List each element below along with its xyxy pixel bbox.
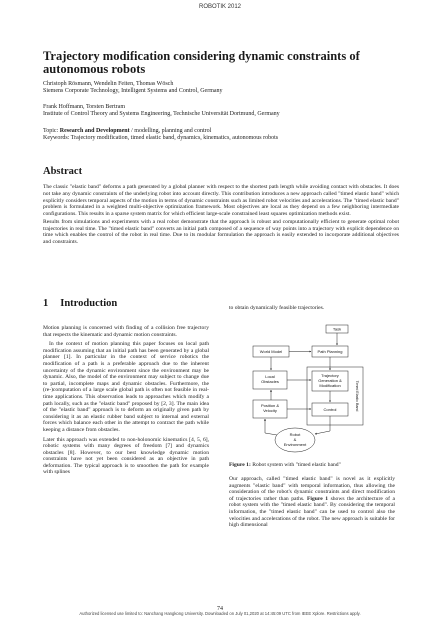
figure-caption <box>229 462 395 468</box>
caption-text: Robot system with "timed elastic band" <box>250 462 341 468</box>
figure-label-trajectory: Generation & <box>318 378 342 383</box>
abstract-heading: Abstract <box>43 166 83 177</box>
authors-line: Frank Hoffmann, Torsten Bertram <box>43 104 126 110</box>
figure-label-robot: Environment <box>283 442 307 447</box>
body-paragraph: Motion planning is concerned with finding of a collision free trajectory that respects the kinematic and dynamic motion constraints. <box>43 325 209 338</box>
figure-label-position: Velocity <box>263 408 277 413</box>
author-block-2 <box>43 104 403 118</box>
figure-label-position: Position & <box>260 403 280 408</box>
figure-1-diagram <box>243 315 383 455</box>
abstract-body <box>43 184 399 247</box>
body-text: shows the architecture of a robot system with the "timed elastic band". By considering the temporal information, the "timed elastic band" can be used to control also the velocities and accelerations of the robot. The new approach is suitable for high dimensional <box>229 495 395 529</box>
topic-bold: Research and Development <box>59 128 130 134</box>
figure-label-trajectory: Trajectory <box>321 373 339 378</box>
figure-label-control: Control <box>323 407 337 412</box>
paper-title: Trajectory modification considering dynamic constraints of autonomous robots <box>43 49 360 76</box>
figure-label-task: Task <box>332 326 342 332</box>
authors-line: Christoph Rösmann, Wendelin Feiten, Thomas Wösch <box>43 81 174 87</box>
figure-label-robot: Robot <box>289 432 301 437</box>
right-column <box>229 476 395 532</box>
topic-rest: / modelling, planning and control <box>129 128 212 134</box>
section-title: Introduction <box>60 298 118 309</box>
affiliation-line: Institute of Control Theory and Systems Engineering, Technische Universität Dortmund, Germany <box>43 111 280 118</box>
figure-label-world-model: World Model <box>259 349 283 354</box>
section-heading <box>43 298 117 309</box>
conference-header: ROBOTIK 2012 <box>198 4 242 10</box>
figure-label-teb: Timed Elastic Band <box>355 380 359 412</box>
abstract-paragraph: The classic "elastic band" deforms a path generated by a global planner with respect to the shortest path length while avoiding contact with obstacles. It does not take any dynamic constraints of the underlying robot into account directly. This contribution introduces a new approach called "timed elastic band" which explicitly considers temporal aspects of the motion in terms of dynamic constraints such as limited robot velocities and accelerations. The "timed elastic band" problem is formulated in a weighted multi-objective optimization framework. Most objectives are local as they depend on a few neighboring intermediate configurations. This results in a sparse system matrix for which efficient large-scale constrained least squares optimization methods exist. <box>43 184 399 217</box>
figure-label-local-obstacles: Local <box>265 374 275 379</box>
topic-keywords <box>43 128 403 142</box>
figure-reference: Figure 1 <box>306 495 329 502</box>
body-paragraph: Later this approach was extended to non-holonomic kinematics [4, 5, 6], robotic systems with many degrees of freedom [7] and dynamics obstacles [8]. However, to our best knowledge dynamic motion constraints have not yet been considered as an objective in path deformation. The typical approach is to smoothen the path for example with splines <box>43 436 209 476</box>
body-text: Our approach, called "timed elastic band" is novel as it explicitly augments "elastic band" with temporal information, thus allowing the consideration of the robot's dynamic constraints and direct modification of trajectories rather than paths. <box>229 476 395 502</box>
body-paragraph <box>229 476 395 529</box>
keywords-line: Keywords: Trajectory modification, timed elastic band, dynamics, kinematics, autonomous robots <box>43 135 279 142</box>
body-paragraph: In the context of motion planning this paper focuses on local path modification assuming that an initial path has been generated by a global planner [1]. In particular in the context of service robotics the modification of a path is a preferable approach due to the inherent uncertainty of the dynamic environment since the environment may be dynamic. Also, the model of the environment may subject to change due to partial, incomplete maps and dynamic obstacles. Furthermore, the (re-)computation of a large scale global path is often not feasible in real-time applications. This observation leads to approaches which modify a path locally, such as the "elastic band" proposed by [2, 3]. The main idea of the "elastic band" approach is to deform an originally given path by considering it as an elastic rubber band subject to internal and external forces which balance each other in the attempt to contract the path while keeping a distance from obstacles. <box>43 341 209 433</box>
abstract-paragraph: Results from simulations and experiments with a real robot demonstrate that the approach is robust and computationally efficient to generate optimal robot trajectories in real time. The "timed elastic band" converts an initial path composed of a sequence of way points into a trajectory with explicit dependence on time which enables the control of the robot in real time. Due to its modular formulation the approach is easily extended to incorporate additional objectives and constraints. <box>43 218 399 245</box>
left-column <box>43 325 209 479</box>
figure-label-trajectory: Modification <box>319 383 341 388</box>
figure-label-path-planning: Path Planning <box>317 349 343 354</box>
right-column-top-line: to obtain dynamically feasible trajectories. <box>229 305 325 311</box>
figure-label-robot: & <box>293 437 297 442</box>
page-number: 74 <box>217 606 223 612</box>
topic-label: Topic: <box>43 128 59 134</box>
author-block-1 <box>43 81 403 95</box>
affiliation-line: Siemens Corporate Technology, Intelligent Systems and Control, Germany <box>43 88 223 95</box>
figure-label-local-obstacles: Obstacles <box>261 379 279 384</box>
caption-label: Figure 1: <box>229 462 251 468</box>
section-number: 1 <box>43 298 49 309</box>
license-footer: Authorized licensed use limited to: Nanchang Hangkong University. Downloaded on July 01,2020 at 14:45:09 UTC from IEEE Xplore. Restrictions apply. <box>79 611 361 616</box>
